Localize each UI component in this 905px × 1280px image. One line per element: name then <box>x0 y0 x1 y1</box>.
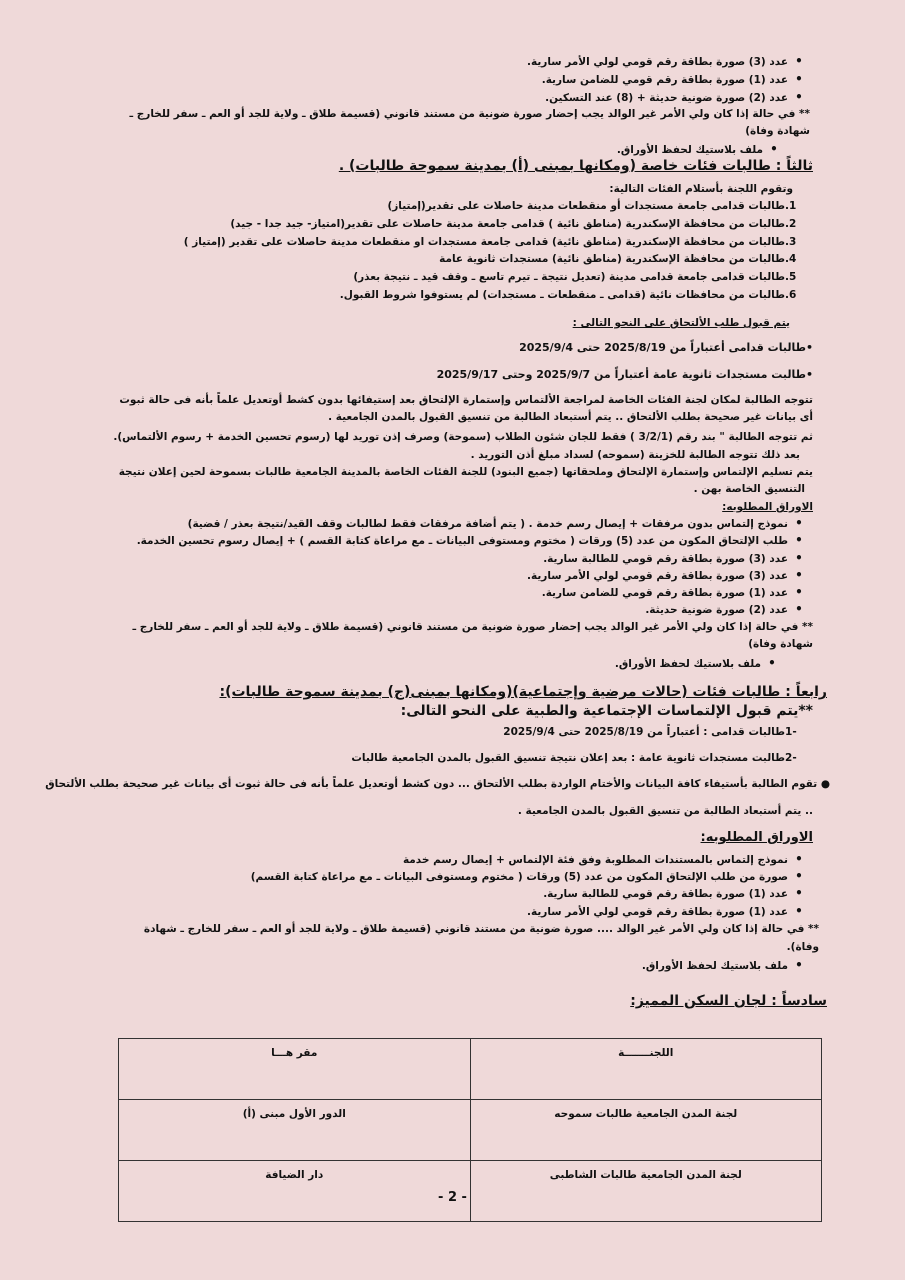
list-item: 1.طالبات قدامى جامعة مستجدات أو منقطعات مدينة حاصلات على تقدير(إمتياز) <box>387 200 797 212</box>
guardian-note: ** في حالة إذا كان ولي الأمر غير الوالد .... صورة ضونية من مستند قانوني (قسيمة طلاق ـ ولاية للجد أو العم ـ سفر للخارج ـ شهادة <box>143 923 819 935</box>
guardian-note-cont: وفاة). <box>786 941 819 953</box>
list-item: • ملف بلاستيك لحفظ الأوراق. <box>642 958 810 973</box>
list-item: • عدد (2) صورة ضونية حديثة + (8) عند التسكين. <box>545 90 810 105</box>
table-cell: دار الضيافة <box>119 1161 471 1222</box>
step-line: يتم تسليم الإلتماس وإستمارة الإلتحاق وملحقاتها (جميع البنود) للجنة الفئات الخاصة بالمدينة الجامعية طالبات بسموحة لحين إعلان نتيجة <box>118 466 813 478</box>
list-item: • ملف بلاستيك لحفظ الأوراق. <box>615 656 783 671</box>
docs-heading: الاوراق المطلوبه: <box>722 501 813 513</box>
list-item: 3.طالبات من محافظة الإسكندرية (مناطق نائية) قدامى جامعة مستجدات او منقطعات مدينة حاصلات على تقدير (إمتياز ) <box>183 236 797 248</box>
list-item: 4.طالبات من محافظة الإسكندرية (مناطق نائية) مستجدات ثانوية عامة <box>439 253 797 265</box>
list-item: • صورة من طلب الإلتحاق المكون من عدد (5) ورقات ( مختوم ومستوفى البيانات ـ مع مراعاة كتابة القسم) <box>251 869 810 884</box>
list-item: • عدد (3) صورة بطاقة رقم قومي لولي الأمر سارية. <box>527 54 810 69</box>
step-line: بعد ذلك تتوجه الطالبة للخزينة (سموحه) لسداد مبلغ أذن التوريد . <box>470 449 800 461</box>
list-item: • ملف بلاستيك لحفظ الأوراق. <box>617 142 785 157</box>
list-item: 5.طالبات قدامى جامعة قدامى مدينة (تعديل نتيجة ـ تيرم تاسع ـ وقف قيد ـ نتيجة بعذر) <box>353 271 797 283</box>
section3-title: ثالثاً : طالبات فئات خاصة (ومكانها بمبنى (أ) بمدينة سموحة طالبات) . <box>338 158 813 174</box>
guardian-note: ** في حالة إذا كان ولي الأمر غير الوالد يجب إحضار صورة ضونية من مستند قانوني (قسيمة طلاق ـ ولاية للجد أو العم ـ سفر للخارج ـ <box>129 108 810 120</box>
table-header: اللجنـــــــة <box>470 1039 822 1100</box>
guardian-note: ** في حالة إذا كان ولي الأمر غير الوالد يجب إحضار صورة ضونية من مستند قانوني (قسيمة طلاق ـ ولاية للجد أو العم ـ سفر للخارج ـ <box>132 621 813 633</box>
list-item: • عدد (3) صورة بطاقة رقم قومي للطالبة سارية. <box>543 551 810 566</box>
list-item: • عدد (1) صورة بطاقة رقم قومي للطالبة سارية. <box>543 886 810 901</box>
table-cell: الدور الأول مبنى (أ) <box>119 1100 471 1161</box>
note-line: ● تقوم الطالبة بأستيفاء كافة البيانات والأختام الواردة بطلب الألتحاق ... دون كشط أوتعديل علماً بأنه فى حالة ثبوت أى بيانات غير صحيحة بطلب الألتحاق <box>45 778 830 790</box>
step-line: أى بيانات غير صحيحة بطلب الألتحاق .. يتم أستبعاد الطالبة من تنسيق القبول بالمدن الجامعية . <box>328 411 813 423</box>
list-item: 2.طالبات من محافظة الإسكندرية (مناطق نائية ) قدامى جامعة مدينة حاصلات على تقدير(امتياز- جيد جدا - جيد) <box>230 218 797 230</box>
accept-line-1: •طالبات قدامى أعتباراً من 2025/8/19 حتى 2025/9/4 <box>519 341 813 354</box>
list-item: • نموذج إلتماس بالمستندات المطلوبة وفق فئة الإلتماس + إيصال رسم خدمة <box>403 852 810 867</box>
accept-line-2: •طالبت مستجدات ثانوية عامة أعتباراً من 2025/9/7 وحتى 2025/9/17 <box>436 368 813 381</box>
docs-heading: الاوراق المطلوبه: <box>700 830 813 845</box>
step-line: ثم تتوجه الطالبة " بند رقم (3/2/1 ) فقط للجان شئون الطلاب (سموحة) وصرف إذن توريد لها (رسوم تحسين الخدمة + رسوم الألتماس). <box>113 431 813 443</box>
table-row <box>119 1100 822 1161</box>
list-item: -1طالبات قدامى : أعتباراً من 2025/8/19 حتى 2025/9/4 <box>503 726 797 738</box>
list-item: • عدد (1) صورة بطاقة رقم قومي للضامن سارية. <box>542 585 810 600</box>
list-item: • عدد (2) صورة ضونية حديثة. <box>645 602 810 617</box>
list-item: • طلب الإلتحاق المكون من عدد (5) ورقات ( مختوم ومستوفى البيانات ـ مع مراعاة كتابة القسم ) + إيصال رسوم تحسين الخدمة. <box>137 533 810 548</box>
list-item: • عدد (1) صورة بطاقة رقم قومي للضامن سارية. <box>542 72 810 87</box>
step-line: تتوجه الطالبة لمكان لجنة الفئات الخاصة لمراجعة الألتماس وإستمارة الإلتحاق بعد إستيفائها بدون كشط أوتعديل علماً بأنه فى حالة ثبوت <box>119 394 813 406</box>
list-item: -2طالبت مستجدات ثانوية عامة : بعد إعلان نتيجة تنسيق القبول بالمدن الجامعية طالبات <box>351 752 797 764</box>
section3-intro: وتقوم اللجنة بأستلام الفئات التالية: <box>609 183 793 195</box>
section6-title: سادساً : لجان السكن المميز: <box>630 993 827 1009</box>
list-item: • عدد (1) صورة بطاقة رقم قومي لولي الأمر سارية. <box>527 904 810 919</box>
section4-subtitle: **يتم قبول الإلتماسات الإجتماعية والطبية على النحو التالى: <box>400 703 813 719</box>
list-item: • عدد (3) صورة بطاقة رقم قومي لولي الأمر سارية. <box>527 568 810 583</box>
accept-heading: يتم قبول طلب الألتحاق على النحو التالى : <box>572 317 790 329</box>
table-cell: لجنة المدن الجامعية طالبات سموحه <box>470 1100 822 1161</box>
guardian-note-cont: شهادة وفاة) <box>745 125 810 137</box>
table-header-row <box>119 1039 822 1100</box>
list-item: 6.طالبات من محافظات نائية (قدامى ـ منقطعات ـ مستجدات) لم يستوفوا شروط القبول. <box>339 289 797 301</box>
table-header: مقر هـــا <box>119 1039 471 1100</box>
section4-title: رابعاً : طالبات فئات (حالات مرضية وإجتماعية)(ومكانها بمبنى(ج) بمدينة سموحة طالبات): <box>219 684 827 700</box>
list-item: • نموذج إلتماس بدون مرفقات + إيصال رسم خدمة . ( يتم أضافة مرفقات فقط لطالبات وقف القيد/نتيجة بعذر / قضية) <box>188 516 810 531</box>
note-line: .. يتم أستبعاد الطالبة من تنسيق القبول بالمدن الجامعية . <box>517 805 813 817</box>
step-line: التنسيق الخاصة بهن . <box>693 483 805 495</box>
table-cell: لجنة المدن الجامعية طالبات الشاطبى <box>470 1161 822 1222</box>
guardian-note-cont: شهادة وفاة) <box>748 638 813 650</box>
page-number: - 2 - <box>438 1190 467 1205</box>
